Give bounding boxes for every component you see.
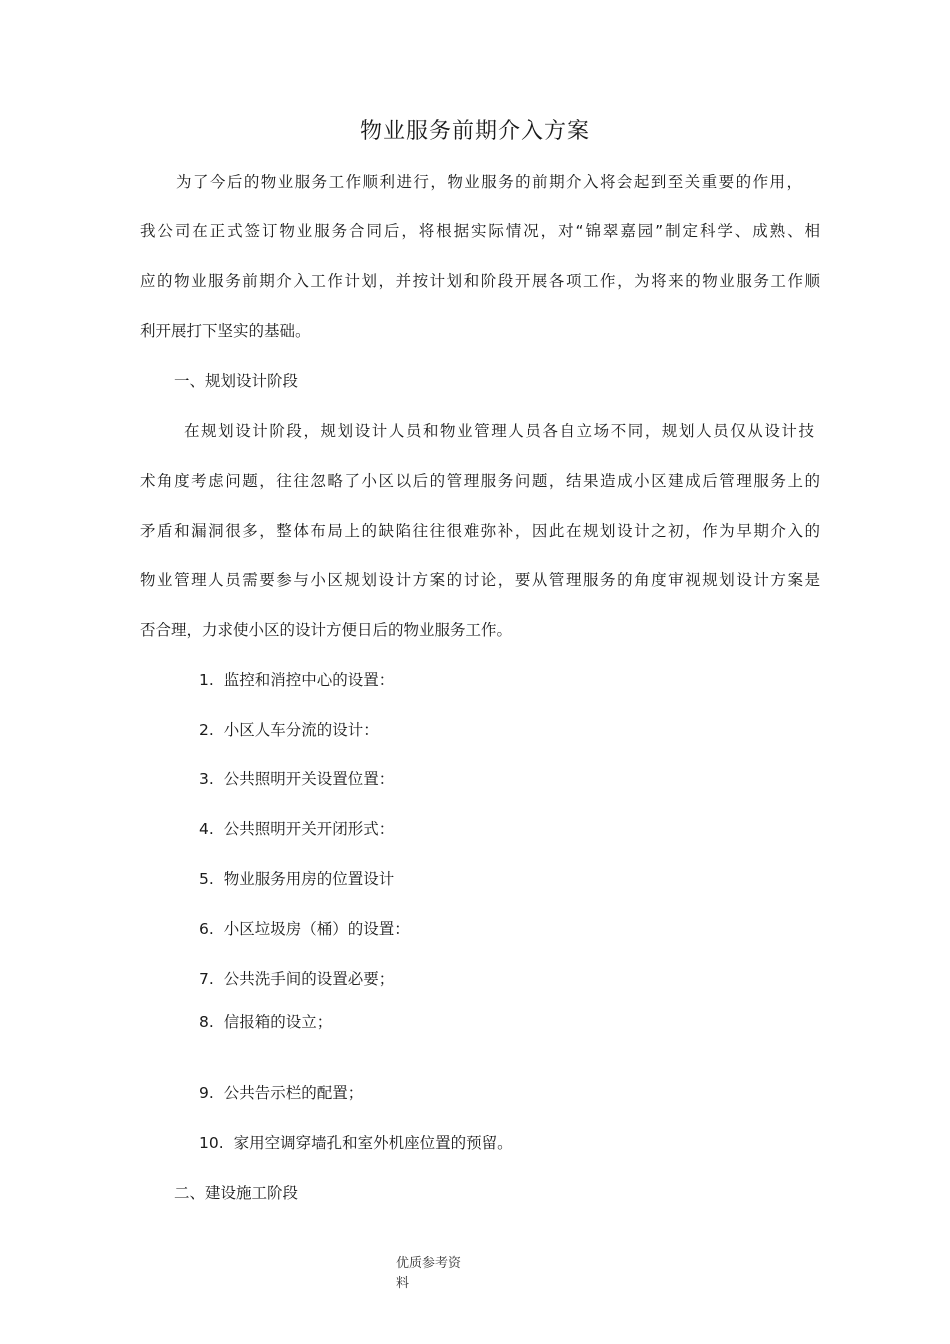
- intro-line-2: 我公司在正式签订物业服务合同后，将根据实际情况，对“锦翠嘉园”制定科学、成熟、相: [140, 222, 820, 240]
- list-item-number: 4.: [199, 820, 214, 838]
- list-item-number: 3.: [199, 770, 214, 788]
- list-item: [199, 967, 394, 989]
- list-item: [199, 1081, 363, 1103]
- list-item-number: 6.: [199, 920, 214, 938]
- list-item-number: 2.: [199, 721, 214, 739]
- list-item-text: 公共照明开关开闭形式：: [223, 820, 395, 838]
- list-item-text: 公共照明开关设置位置：: [223, 770, 395, 788]
- list-item-number: 8.: [199, 1013, 214, 1031]
- list-item: [199, 917, 410, 939]
- intro-line-3: 应的物业服务前期介入工作计划，并按计划和阶段开展各项工作，为将来的物业服务工作顺: [140, 272, 820, 290]
- document-title: 物业服务前期介入方案: [359, 119, 590, 144]
- list-item: [199, 718, 379, 740]
- list-item-text: 家用空调穿墙孔和室外机座位置的预留。: [233, 1134, 513, 1152]
- list-item-text: 小区垃圾房（桶）的设置：: [223, 920, 410, 938]
- footer-line-1: 优质参考资: [396, 1256, 462, 1271]
- section-heading-construction: 二、建设施工阶段: [174, 1184, 299, 1202]
- section-heading-planning: 一、规划设计阶段: [174, 372, 299, 390]
- list-item-number: 5.: [199, 870, 214, 888]
- section1-line-2: 术角度考虑问题，往往忽略了小区以后的管理服务问题，结果造成小区建成后管理服务上的: [140, 472, 820, 490]
- list-item-number: 10.: [199, 1134, 224, 1152]
- intro-line-1: 为了今后的物业服务工作顺利进行，物业服务的前期介入将会起到至关重要的作用，: [176, 173, 802, 191]
- list-item-text: 物业服务用房的位置设计: [223, 870, 395, 888]
- list-item-number: 1.: [199, 671, 214, 689]
- footer-line-2: 料: [396, 1276, 410, 1291]
- list-item-text: 公共洗手间的设置必要；: [223, 970, 395, 988]
- list-item-text: 小区人车分流的设计：: [223, 721, 379, 739]
- list-item: [199, 668, 394, 690]
- list-item: [199, 1131, 513, 1153]
- page-footer: [396, 1254, 461, 1294]
- list-item-text: 公共告示栏的配置；: [223, 1084, 364, 1102]
- list-item: [199, 1010, 332, 1032]
- list-item: [199, 817, 394, 839]
- section1-line-4: 物业管理人员需要参与小区规划设计方案的讨论，要从管理服务的角度审视规划设计方案是: [140, 571, 820, 589]
- section1-line-5: 否合理，力求使小区的设计方便日后的物业服务工作。: [140, 621, 513, 639]
- intro-line-4: 利开展打下坚实的基础。: [140, 322, 311, 340]
- section1-line-3: 矛盾和漏洞很多，整体布局上的缺陷往往很难弥补，因此在规划设计之初，作为早期介入的: [140, 522, 820, 540]
- list-item-text: 信报箱的设立；: [223, 1013, 333, 1031]
- list-item-text: 监控和消控中心的设置：: [223, 671, 395, 689]
- section1-line-1: 在规划设计阶段，规划设计人员和物业管理人员各自立场不同，规划人员仅从设计技: [184, 422, 814, 440]
- list-item-number: 9.: [199, 1084, 214, 1102]
- list-item: [199, 867, 394, 889]
- list-item-number: 7.: [199, 970, 214, 988]
- list-item: [199, 767, 394, 789]
